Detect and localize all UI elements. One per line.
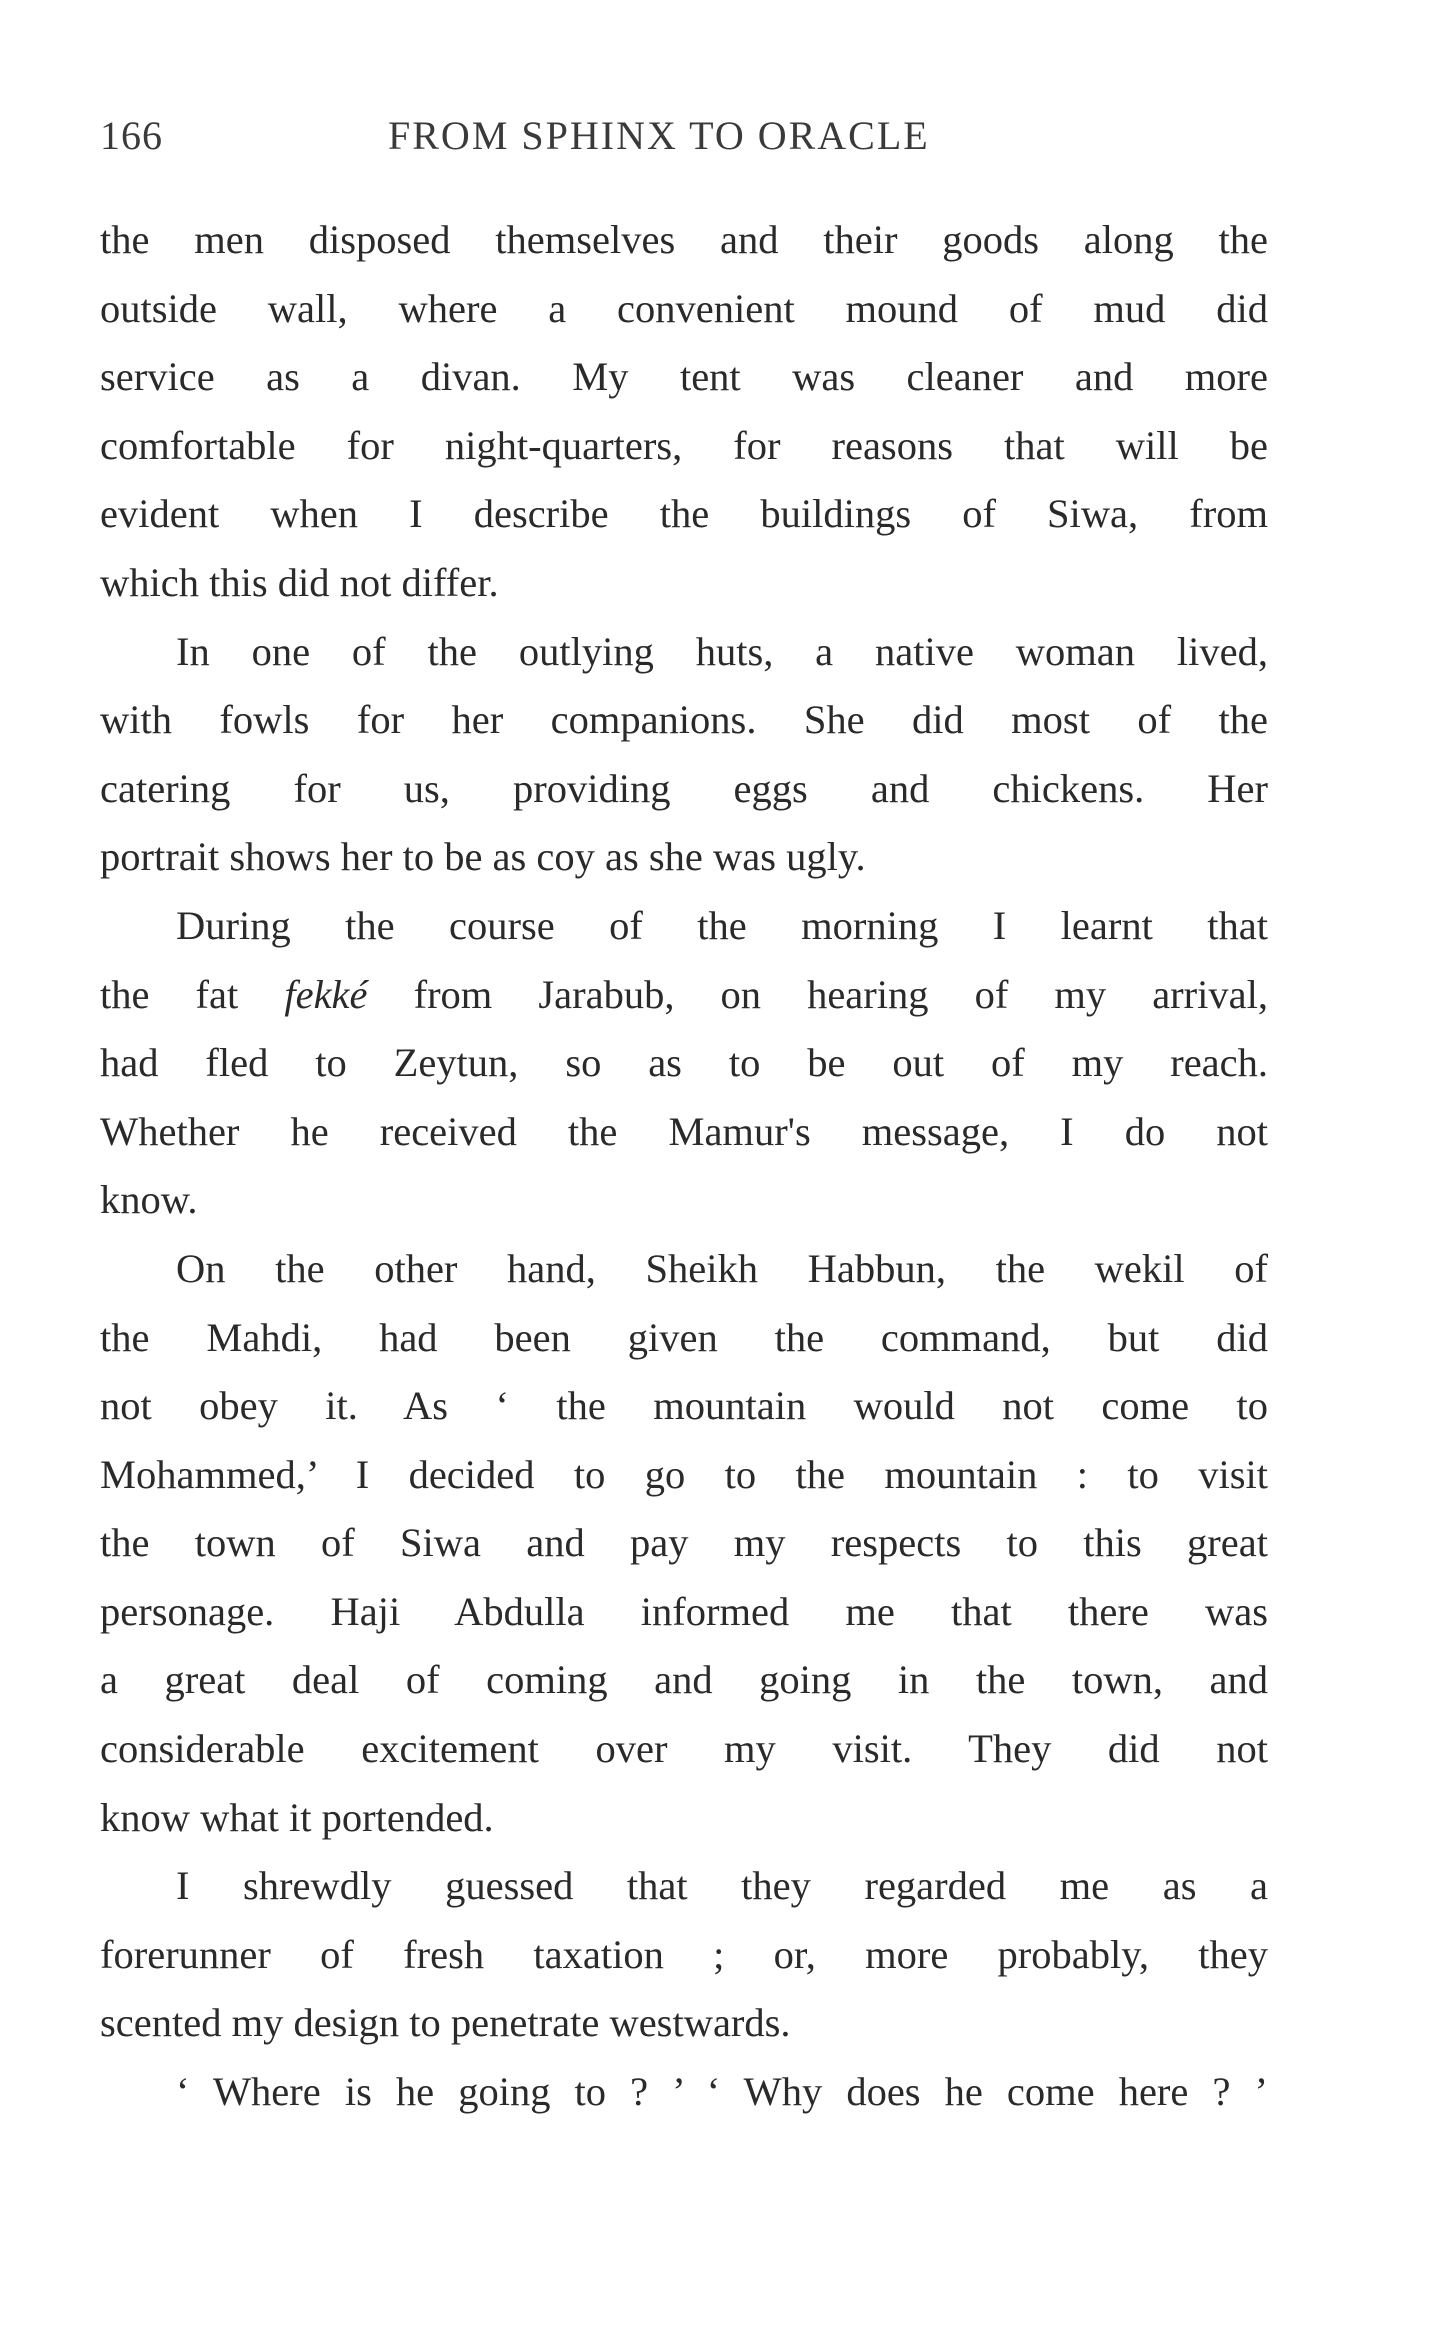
text-line: the town of Siwa and pay my respects to this great xyxy=(100,1520,1268,1566)
body-text xyxy=(100,206,1268,2127)
text-line: ‘ Where is he going to ? ’ ‘ Why does he come here ? ’ xyxy=(176,2069,1268,2115)
text-line: comfortable for night-quarters, for reasons that will be xyxy=(100,422,1268,468)
text-fragment: from Jarabub, on hearing of my arrival, xyxy=(413,971,1269,1017)
text-line: which this did not differ. xyxy=(100,559,499,605)
text-line: service as a divan. My tent was cleaner and more xyxy=(100,354,1268,400)
page-number: 166 xyxy=(100,113,163,158)
text-line: On the other hand, Sheikh Habbun, the wekil of xyxy=(176,1245,1268,1291)
italic-word: fekké xyxy=(284,971,368,1017)
text-line: the men disposed themselves and their goods along the xyxy=(100,217,1268,262)
text-line: with fowls for her companions. She did most of the xyxy=(100,697,1268,743)
text-line: considerable excitement over my visit. They did not xyxy=(100,1726,1268,1772)
text-line: forerunner of fresh taxation ; or, more probably, they xyxy=(100,1931,1268,1977)
text-line: know. xyxy=(100,1177,198,1223)
text-line: a great deal of coming and going in the town, and xyxy=(100,1657,1268,1703)
text-line: the Mahdi, had been given the command, but did xyxy=(100,1314,1268,1360)
text-line: personage. Haji Abdulla informed me that there was xyxy=(100,1588,1268,1634)
text-line: know what it portended. xyxy=(100,1794,494,1840)
text-line: had fled to Zeytun, so as to be out of my reach. xyxy=(100,1040,1268,1086)
text-line: catering for us, providing eggs and chickens. Her xyxy=(100,765,1268,811)
running-head xyxy=(100,112,1268,164)
text-line: scented my design to penetrate westwards. xyxy=(100,2000,791,2046)
text-line: Mohammed,’ I decided to go to the mountain : to visit xyxy=(100,1451,1268,1497)
paragraph-5 xyxy=(100,1852,1268,2058)
text-line-with-italic xyxy=(100,961,1268,1030)
text-line: evident when I describe the buildings of Siwa, from xyxy=(100,491,1268,537)
text-line: During the course of the morning I learnt that xyxy=(176,902,1268,948)
paragraph-3 xyxy=(100,892,1268,1235)
paragraph-6 xyxy=(100,2058,1268,2127)
running-title: FROM SPHINX TO ORACLE xyxy=(388,113,930,158)
text-line: not obey it. As ‘ the mountain would not come to xyxy=(100,1383,1268,1429)
text-line: Whether he received the Mamur's message, I do not xyxy=(100,1108,1268,1154)
text-line: In one of the outlying huts, a native woman lived, xyxy=(176,628,1268,674)
text-fragment: the fat xyxy=(100,971,239,1017)
paragraph-4 xyxy=(100,1235,1268,1852)
paragraph-2 xyxy=(100,618,1268,892)
text-line: portrait shows her to be as coy as she was ugly. xyxy=(100,834,866,880)
text-line: outside wall, where a convenient mound of mud did xyxy=(100,285,1268,331)
text-line: I shrewdly guessed that they regarded me as a xyxy=(176,1863,1268,1909)
paragraph-1 xyxy=(100,206,1268,618)
